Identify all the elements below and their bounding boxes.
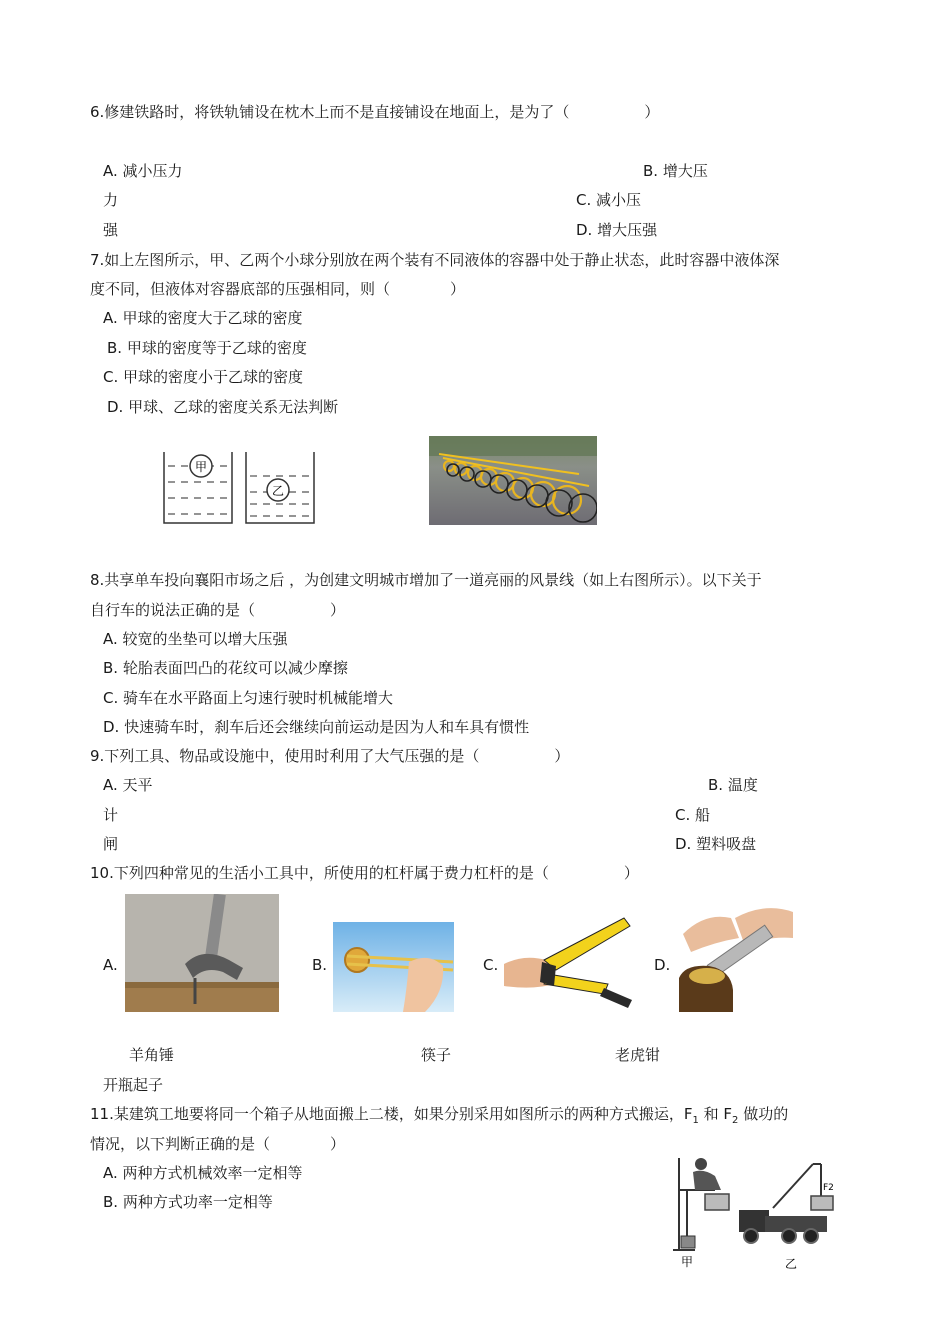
q7-stem-line2: 度不同，但液体对容器底部的压强相同，则（ ）: [90, 280, 466, 298]
q7-option-c[interactable]: C. 甲球的密度小于乙球的密度: [103, 368, 304, 386]
q6-option-b-wrap: 力: [103, 191, 119, 209]
bottle-opener-photo: [675, 898, 797, 1012]
q9-option-c-wrap: 闸: [103, 835, 119, 853]
shared-bikes-photo: [429, 436, 597, 525]
q8-option-a[interactable]: A. 较宽的坐垫可以增大压强: [103, 630, 288, 648]
q6-option-c-wrap: 强: [103, 221, 119, 239]
q9-option-b[interactable]: B. 温度: [708, 776, 758, 794]
figure-label-jia: 甲: [681, 1255, 694, 1269]
pliers-photo: [504, 914, 634, 1012]
ball-yi-label: 乙: [271, 484, 285, 498]
q11-option-b[interactable]: B. 两种方式功率一定相等: [103, 1193, 273, 1211]
chopsticks-photo: [333, 922, 454, 1012]
q8-option-c[interactable]: C. 骑车在水平路面上匀速行驶时机械能增大: [103, 689, 394, 707]
q8-option-b[interactable]: B. 轮胎表面凹凸的花纹可以减少摩擦: [103, 659, 348, 677]
q10-option-c[interactable]: C.: [483, 956, 499, 974]
claw-hammer-photo: [125, 894, 279, 1012]
q6-option-d[interactable]: D. 增大压强: [576, 221, 658, 239]
q11-stem-post: 做功的: [738, 1105, 789, 1123]
q7-containers-figure: [160, 448, 320, 526]
q7-option-b[interactable]: B. 甲球的密度等于乙球的密度: [107, 339, 307, 357]
q11-stem-line1: [90, 1104, 788, 1131]
q11-stem-pre: 11.某建筑工地要将同一个箱子从地面搬上二楼，如果分别采用如图所示的两种方式搬运，F: [90, 1105, 693, 1123]
q10-name-b: 筷子: [421, 1046, 452, 1064]
q10-option-d[interactable]: D.: [654, 956, 671, 974]
q11-sub-1: 1: [692, 1115, 699, 1126]
q6-stem: 6.修建铁路时，将铁轨铺设在枕木上而不是直接铺设在地面上，是为了（ ）: [90, 103, 660, 121]
q10-name-a: 羊角锤: [129, 1046, 175, 1064]
q9-option-d[interactable]: D. 塑料吸盘: [675, 835, 757, 853]
q11-stem-mid: 和 F: [698, 1105, 733, 1123]
figure-label-f2: F2: [823, 1183, 834, 1193]
figure-label-yi: 乙: [785, 1257, 798, 1271]
q10-stem: 10.下列四种常见的生活小工具中，所使用的杠杆属于费力杠杆的是（ ）: [90, 864, 639, 882]
q11-sub-2: 2: [732, 1115, 739, 1126]
q6-option-c[interactable]: C. 减小压: [576, 191, 642, 209]
q10-option-a[interactable]: A.: [103, 956, 118, 974]
q8-option-d[interactable]: D. 快速骑车时，刹车后还会继续向前运动是因为人和车具有惯性: [103, 718, 530, 736]
q11-lifting-figure: [665, 1150, 840, 1275]
q11-stem-line2: 情况，以下判断正确的是（ ）: [90, 1135, 346, 1153]
q7-stem-line1: 7.如上左图所示，甲、乙两个小球分别放在两个装有不同液体的容器中处于静止状态，此时容器中液体深: [90, 251, 780, 269]
q6-option-b[interactable]: B. 增大压: [643, 162, 708, 180]
q8-stem-line2: 自行车的说法正确的是（ ）: [90, 601, 346, 619]
q9-option-c[interactable]: C. 船: [675, 806, 711, 824]
q9-option-b-wrap: 计: [103, 806, 119, 824]
q11-option-a[interactable]: A. 两种方式机械效率一定相等: [103, 1164, 303, 1182]
ball-jia-label: 甲: [194, 460, 208, 474]
q9-option-a[interactable]: A. 天平: [103, 776, 153, 794]
q10-option-b[interactable]: B.: [312, 956, 328, 974]
q9-stem: 9.下列工具、物品或设施中，使用时利用了大气压强的是（ ）: [90, 747, 570, 765]
q7-option-d[interactable]: D. 甲球、乙球的密度关系无法判断: [107, 398, 339, 416]
q7-option-a[interactable]: A. 甲球的密度大于乙球的密度: [103, 309, 303, 327]
q8-stem-line1: 8.共享单车投向襄阳市场之后 ，为创建文明城市增加了一道亮丽的风景线（如上右图所示）。以下关于: [90, 571, 762, 589]
q10-name-d: 开瓶起子: [103, 1076, 164, 1094]
q10-name-c: 老虎钳: [615, 1046, 661, 1064]
q6-option-a[interactable]: A. 减小压力: [103, 162, 183, 180]
